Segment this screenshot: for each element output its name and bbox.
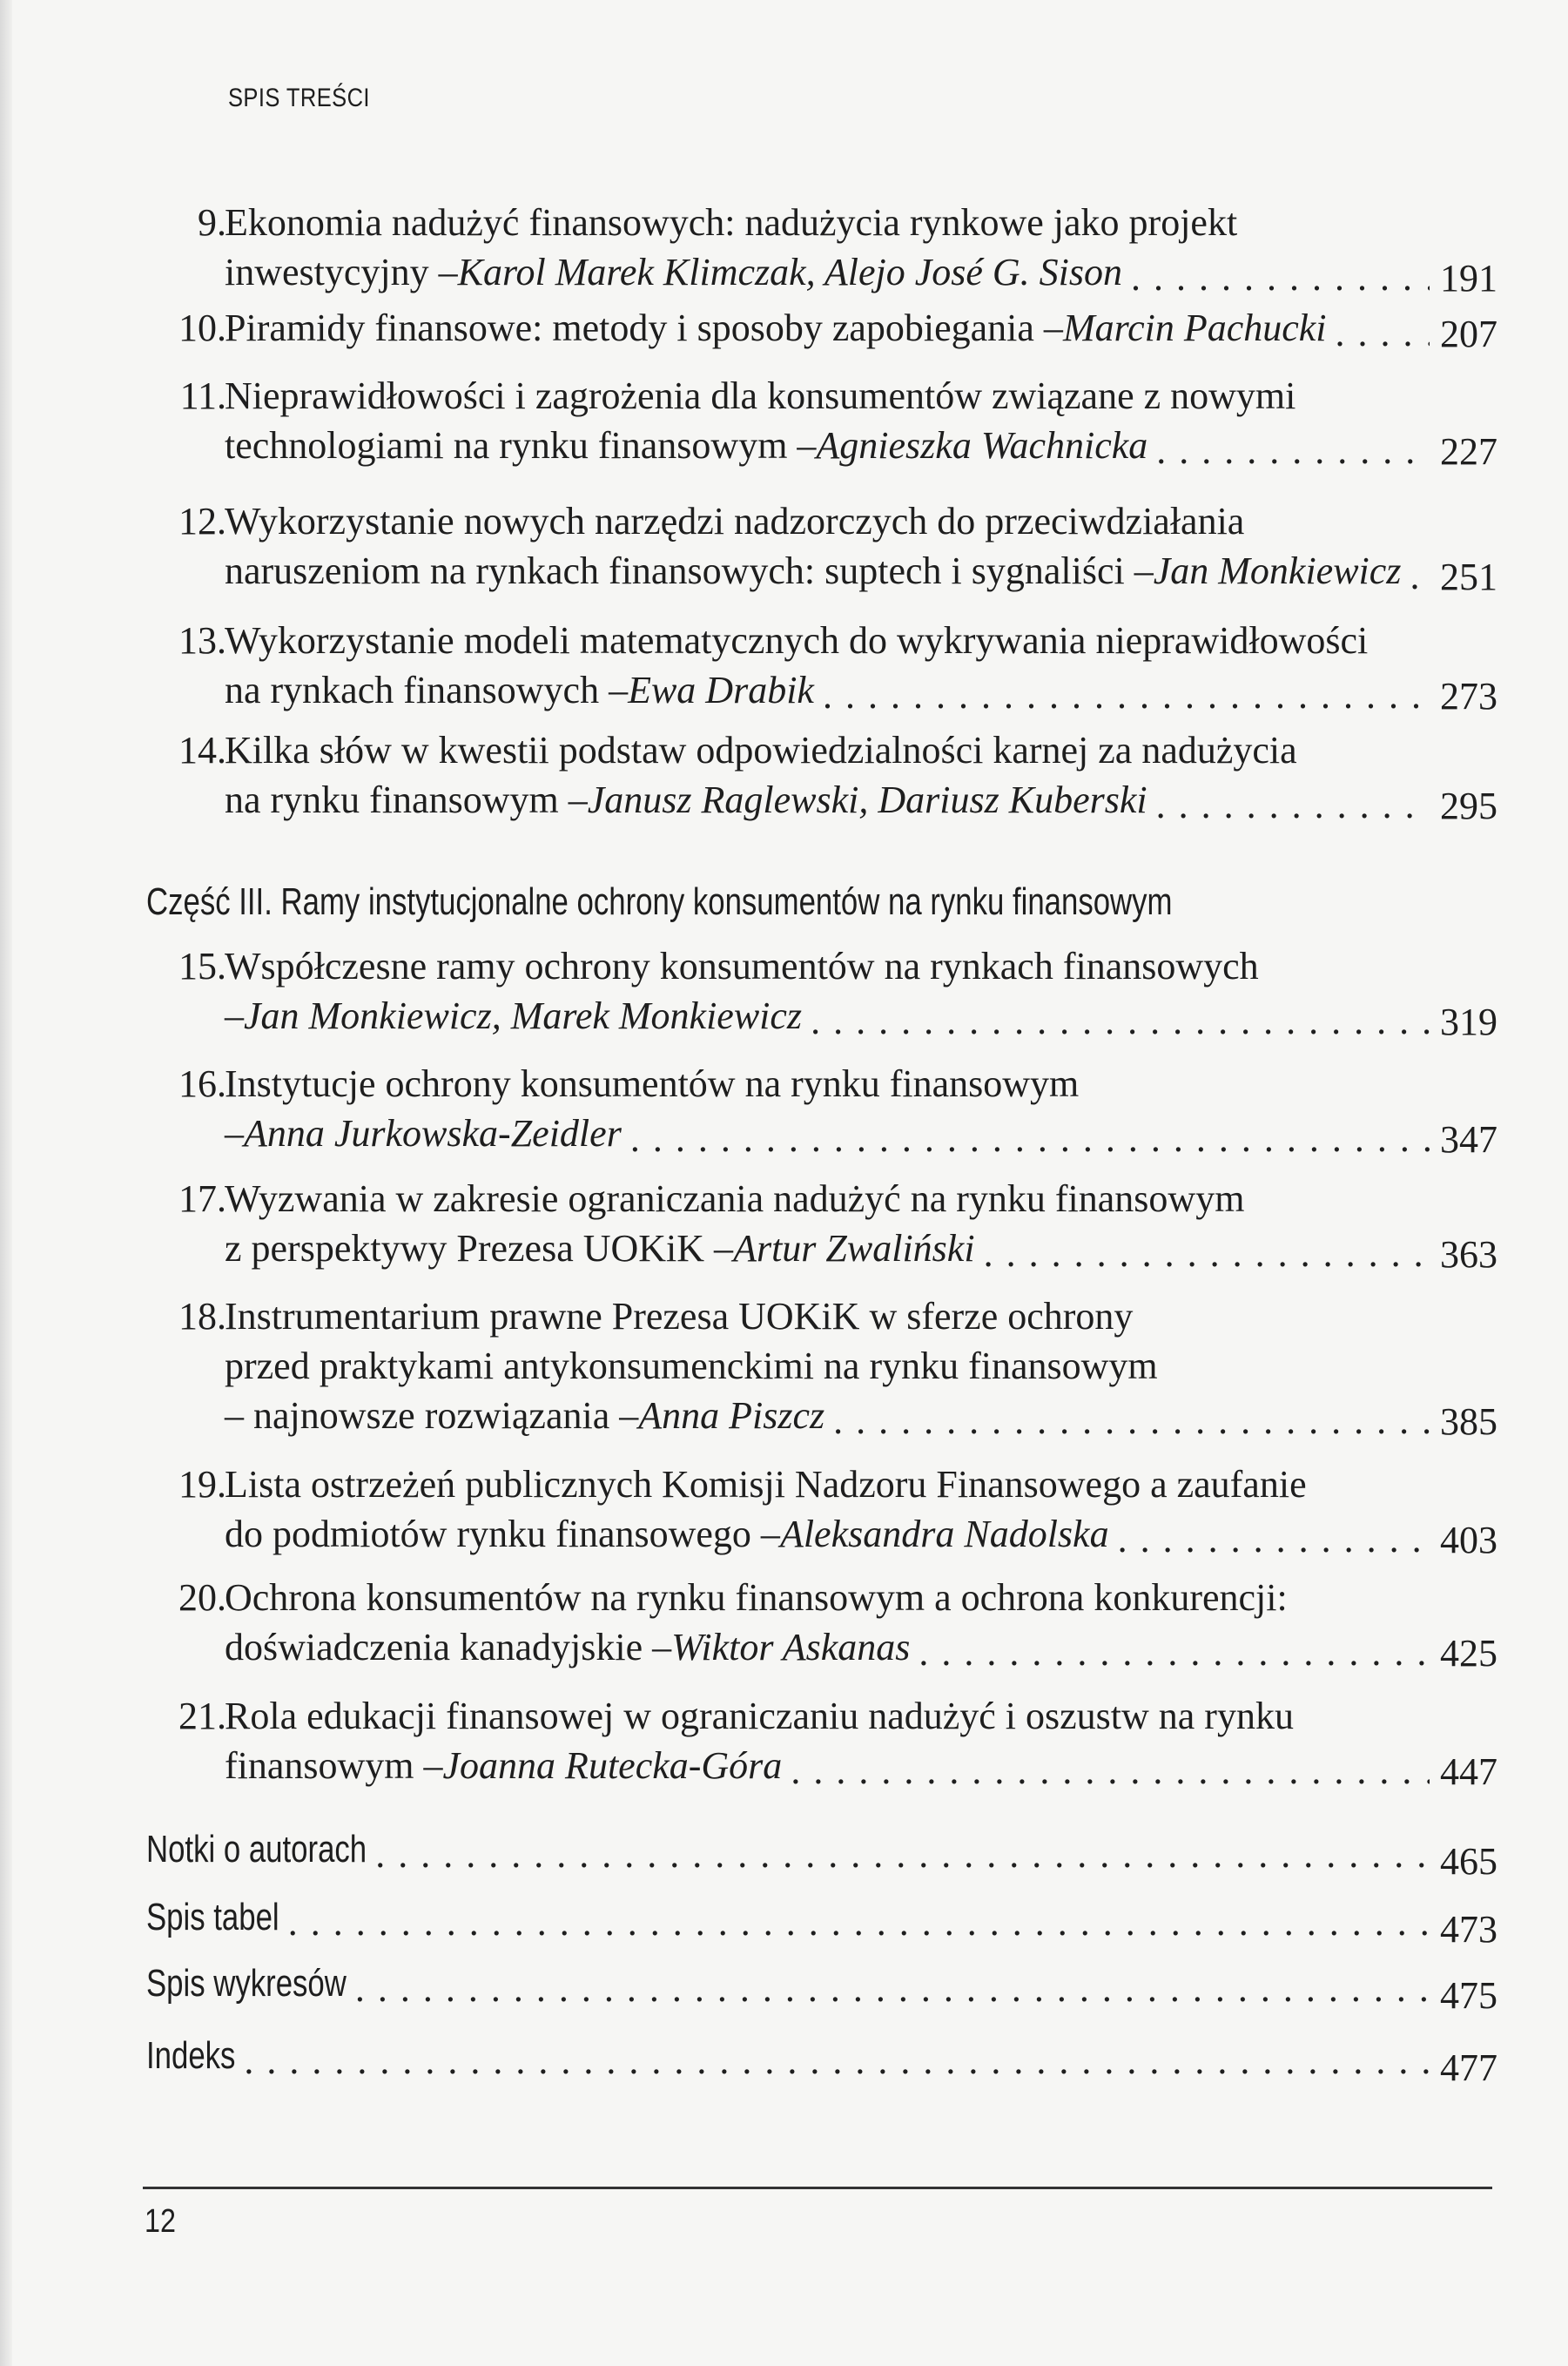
dot-leader xyxy=(355,1964,1430,2013)
entry-title-line: Instrumentarium prawne Prezesa UOKiK w sferze ochrony xyxy=(225,1295,1134,1338)
part-heading: Część III. Ramy instytucjonalne ochrony konsumentów na rynku finansowym xyxy=(146,880,1173,923)
back-matter-page: 477 xyxy=(1440,2046,1497,2089)
entry-number: 18. xyxy=(178,1295,226,1338)
entry-title-text: Piramidy finansowe: metody i sposoby zapobiegania – xyxy=(225,307,1063,349)
entry-last-line xyxy=(225,546,1497,596)
entry-title-text: doświadczenia kanadyjskie – xyxy=(225,1626,672,1668)
back-matter-entry xyxy=(146,1892,1497,1951)
entry-title-line: Współczesne ramy ochrony konsumentów na rynkach finansowych xyxy=(225,945,1259,988)
entry-title-line: Ekonomia nadużyć finansowych: nadużycia rynkowe jako projekt xyxy=(225,201,1238,244)
entry-last-line xyxy=(225,421,1497,473)
toc-entry xyxy=(157,1291,1497,1443)
entry-last-line xyxy=(225,1391,1497,1443)
toc-entry xyxy=(157,1059,1497,1161)
back-matter-label: Spis wykresów xyxy=(146,1962,347,2005)
entry-author: Wiktor Askanas xyxy=(671,1626,911,1668)
entry-number: 21. xyxy=(178,1695,226,1737)
back-matter-page: 473 xyxy=(1440,1908,1497,1951)
entry-title-line: Ochrona konsumentów na rynku finansowym a ochrona konkurencji: xyxy=(225,1576,1288,1619)
entry-number: 15. xyxy=(178,945,226,988)
toc-entry xyxy=(157,371,1497,473)
entry-page: 447 xyxy=(1440,1750,1497,1793)
entry-last-line xyxy=(225,665,1497,718)
entry-author: Karol Marek Klimczak, Alejo José G. Sison xyxy=(457,251,1123,293)
entry-page: 191 xyxy=(1440,257,1497,300)
toc-entry xyxy=(157,1573,1497,1675)
entry-page: 425 xyxy=(1440,1632,1497,1675)
dot-leader xyxy=(823,671,1430,720)
entry-page: 207 xyxy=(1440,313,1497,355)
entry-number: 19. xyxy=(178,1463,226,1506)
dot-leader xyxy=(791,1746,1430,1796)
entry-title-line: Kilka słów w kwestii podstaw odpowiedzialności karnej za nadużycia xyxy=(225,729,1297,772)
entry-last-line xyxy=(225,1622,1497,1675)
dot-leader xyxy=(1118,1514,1430,1564)
page-number: 12 xyxy=(145,2203,176,2240)
entry-author: Jan Monkiewicz, Marek Monkiewicz xyxy=(244,994,803,1037)
dot-leader xyxy=(984,1229,1430,1278)
entry-title-text: naruszeniom na rynkach finansowych: suptech i sygnaliści – xyxy=(225,549,1154,592)
entry-last-line xyxy=(225,247,1497,300)
dot-leader xyxy=(1131,253,1430,302)
entry-page: 319 xyxy=(1440,1001,1497,1043)
entry-title-text: z perspektywy Prezesa UOKiK – xyxy=(225,1227,734,1270)
entry-page: 363 xyxy=(1440,1233,1497,1276)
entry-author: Joanna Rutecka-Góra xyxy=(442,1744,783,1787)
entry-author: Anna Piszcz xyxy=(638,1394,825,1437)
entry-title-text: na rynkach finansowych – xyxy=(225,669,629,711)
entry-author: Jan Monkiewicz xyxy=(1153,549,1402,592)
toc-entry xyxy=(157,1691,1497,1793)
toc-entry xyxy=(157,1174,1497,1276)
entry-number: 10. xyxy=(178,307,226,349)
entry-page: 403 xyxy=(1440,1519,1497,1561)
dot-leader xyxy=(919,1628,1430,1677)
entry-last-line xyxy=(225,1741,1497,1793)
entry-last-line xyxy=(225,303,1497,353)
entry-author: Ewa Drabik xyxy=(628,669,814,711)
entry-last-line xyxy=(225,775,1497,825)
entry-page: 273 xyxy=(1440,675,1497,718)
toc-entry xyxy=(157,1459,1497,1559)
dot-leader xyxy=(1336,308,1430,358)
entry-title-text: inwestycyjny – xyxy=(225,251,458,293)
entry-number: 20. xyxy=(178,1576,226,1619)
dot-leader xyxy=(288,1898,1430,1947)
back-matter-page: 475 xyxy=(1440,1974,1497,2017)
entry-title-line: Nieprawidłowości i zagrożenia dla konsumentów związane z nowymi xyxy=(225,374,1296,417)
dot-leader xyxy=(375,1830,1430,1879)
entry-last-line xyxy=(225,1109,1497,1161)
entry-number: 13. xyxy=(178,619,226,662)
toc-entry xyxy=(157,725,1497,825)
back-matter-page: 465 xyxy=(1440,1840,1497,1883)
back-matter-label: Notki o autorach xyxy=(146,1828,367,1871)
entry-title-line: Wykorzystanie modeli matematycznych do wykrywania nieprawidłowości xyxy=(225,619,1369,662)
back-matter-entry xyxy=(146,1958,1497,2017)
back-matter-label: Indeks xyxy=(146,2034,236,2077)
toc-entry xyxy=(157,496,1497,596)
dot-leader xyxy=(833,1396,1430,1446)
entry-number: 16. xyxy=(178,1062,226,1105)
scan-edge xyxy=(0,0,12,2366)
entry-page: 347 xyxy=(1440,1118,1497,1161)
toc-entry xyxy=(157,616,1497,718)
entry-title-text: na rynku finansowym – xyxy=(225,779,588,821)
dot-leader xyxy=(1410,551,1430,601)
entry-number: 14. xyxy=(178,729,226,772)
dot-leader xyxy=(244,2036,1430,2086)
entry-title-line: Wykorzystanie nowych narzędzi nadzorczych do przeciwdziałania xyxy=(225,500,1245,543)
entry-number: 12. xyxy=(178,500,226,543)
entry-author: Marcin Pachucki xyxy=(1062,307,1327,349)
toc-entry xyxy=(157,941,1497,1041)
toc-entry xyxy=(157,303,1497,353)
back-matter-label: Spis tabel xyxy=(146,1896,279,1938)
entry-last-line xyxy=(225,1509,1497,1559)
entry-author: Janusz Raglewski, Dariusz Kuberski xyxy=(587,779,1147,821)
entry-title-text: do podmiotów rynku finansowego – xyxy=(225,1513,780,1555)
dot-leader xyxy=(811,996,1430,1046)
entry-author: Artur Zwaliński xyxy=(733,1227,975,1270)
entry-last-line xyxy=(225,991,1497,1041)
entry-page: 227 xyxy=(1440,430,1497,473)
footer-rule xyxy=(143,2187,1492,2189)
entry-title-text: finansowym – xyxy=(225,1744,443,1787)
entry-title-text: – xyxy=(225,1112,244,1155)
entry-number: 11. xyxy=(179,374,226,417)
entry-title-text: technologiami na rynku finansowym – xyxy=(225,424,817,467)
entry-title-line: Rola edukacji finansowej w ograniczaniu nadużyć i oszustw na rynku xyxy=(225,1695,1294,1737)
entry-author: Agnieszka Wachnicka xyxy=(816,424,1148,467)
entry-page: 385 xyxy=(1440,1400,1497,1443)
entry-title-line: Lista ostrzeżeń publicznych Komisji Nadzoru Finansowego a zaufanie xyxy=(225,1463,1307,1506)
dot-leader xyxy=(1156,426,1430,475)
toc-entry xyxy=(157,198,1497,300)
entry-last-line xyxy=(225,1223,1497,1276)
entry-title-line: Instytucje ochrony konsumentów na rynku finansowym xyxy=(225,1062,1080,1105)
entry-title-text: – xyxy=(225,994,244,1037)
dot-leader xyxy=(630,1114,1430,1163)
entry-number: 9. xyxy=(198,201,226,244)
entry-number: 17. xyxy=(178,1177,226,1220)
dot-leader xyxy=(1156,780,1430,830)
entry-author: Anna Jurkowska-Zeidler xyxy=(244,1112,622,1155)
running-header: SPIS TREŚCI xyxy=(228,84,370,112)
entry-title-line: Wyzwania w zakresie ograniczania nadużyć na rynku finansowym xyxy=(225,1177,1245,1220)
back-matter-entry xyxy=(146,1824,1497,1883)
entry-page: 251 xyxy=(1440,556,1497,598)
entry-author: Aleksandra Nadolska xyxy=(779,1513,1109,1555)
entry-page: 295 xyxy=(1440,785,1497,827)
entry-title-text: – najnowsze rozwiązania – xyxy=(225,1394,639,1437)
entry-title-line: przed praktykami antykonsumenckimi na rynku finansowym xyxy=(225,1345,1158,1387)
back-matter-entry xyxy=(146,2031,1497,2089)
